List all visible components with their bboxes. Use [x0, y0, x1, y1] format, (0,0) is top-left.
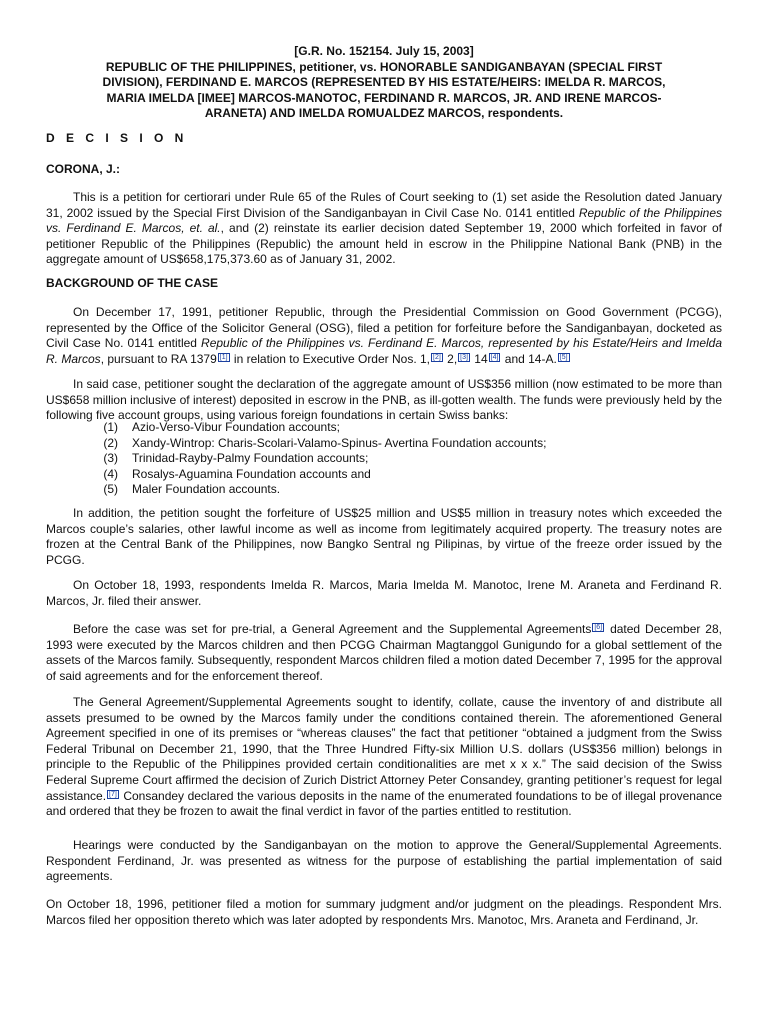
paragraph-2	[46, 305, 722, 367]
case-caption	[46, 44, 722, 122]
case-number: [G.R. No. 152154. July 15, 2003]	[294, 44, 474, 58]
list-item-text: Maler Foundation accounts.	[132, 482, 281, 497]
list-item-number: (4)	[103, 466, 118, 481]
p6-text-a: Before the case was set for pre-trial, a General Agreement and the Supplemental Agreements	[73, 622, 592, 636]
decision-heading: D E C I S I O N	[46, 131, 188, 145]
respondents-names: vs. HONORABLE SANDIGANBAYAN (SPECIAL FIRST DIVISION), FERDINAND E. MARCOS (REPRESENTED BY HIS ESTATE/HEIRS: IMELDA R. MARCOS, MARIA IMELDA [IMEE] MARCOS-MANOTOC, FERDINAND R. MARCOS, JR. AND IRENE MARCOS-ARANETA) AND IMELDA ROMUALDEZ MARCOS,	[102, 59, 666, 121]
p6-text-b: dated December 28, 1993 were executed by the Marcos children and then PCGG Chairman Magtanggol Gunigundo for a global settlement of the assets of the Marcos family. Subsequently, respondent Marcos children filed a motion dated December 7, 1995 for the approval of said agreements and for the enforcement thereof.	[46, 622, 722, 683]
paragraph-9: On October 18, 1996, petitioner filed a motion for summary judgment and/or judgment on the pleadings. Respondent Mrs. Marcos filed her opposition thereto which was later adopted by respondents Mrs. Manotoc, Mrs. Araneta and Ferdinand, Jr.	[46, 897, 722, 927]
case-parties	[46, 60, 722, 122]
list-item	[46, 420, 722, 436]
list-item-number: (1)	[103, 420, 118, 434]
ponente: CORONA, J.:	[46, 162, 121, 176]
p2-text-b: , pursuant to RA 1379	[100, 351, 217, 366]
list-item-text: Xandy-Wintrop: Charis-Scolari-Valamo-Spinus- Avertina Foundation accounts;	[132, 435, 547, 450]
p2-text-c: in relation to Executive Order Nos. 1,	[230, 351, 431, 366]
paragraph-6	[46, 622, 722, 684]
petitioner-role: petitioner,	[299, 59, 357, 74]
list-item	[46, 467, 722, 483]
footnote-link-2[interactable]: [2]	[433, 353, 441, 361]
list-item-number: (2)	[103, 435, 118, 450]
paragraph-7	[46, 695, 722, 820]
footnote-link-6[interactable]: [6]	[594, 624, 603, 631]
footnote-link-4[interactable]: [4]	[490, 353, 499, 361]
footnote-link-1[interactable]: [1]	[219, 353, 228, 361]
p7-text-a: The General Agreement/Supplemental Agreements sought to identify, collate, cause the inventory of and distribute all assets presumed to be owned by the Marcos family under the conditions contained therein. The aforementioned General Agreement specified in one of its premises or “whereas clauses” the fact that petitioner “obtained a judgment from the Swiss Federal Tribunal on December 21, 1990, that the Three Hundred Fifty-six Million U.S. dollars (US$356 million) belongs in principle to the Republic of the Philippines provided certain conditionalities are met x x x.” The said decision of the Swiss Federal Supreme Court affirmed the decision of Zurich District Attorney Peter Consandey, granting petitioner’s request for legal assistance.	[46, 695, 722, 803]
p1-text-b: , and (2) reinstate its earlier decision dated September 19, 2000 which forfeited in favor of petitioner Republic of the Philippines (Republic) the amount held in escrow in the Philippine National Bank (PNB) in the aggregate amount of US$658,175,373.60 as of January 31, 2002.	[46, 221, 722, 267]
paragraph-1	[46, 190, 722, 268]
paragraph-3: In said case, petitioner sought the declaration of the aggregate amount of US$356 million (now estimated to be more than US$658 million inclusive of interest) deposited in escrow in the PNB, as ill-gotten wealth. The funds were previously held by the following five account groups, using various foreign foundations in certain Swiss banks:	[46, 377, 722, 423]
footnote-link-3[interactable]: [3]	[460, 353, 468, 361]
list-item	[46, 482, 722, 498]
p1-text-a: This is a petition for certiorari under Rule 65 of the Rules of Court seeking to (1) set aside the Resolution dated January 31, 2002 issued by the Special First Division of the Sandiganbayan in Civil Case No. 0141 entitled	[46, 190, 722, 220]
p2-text-d: 2,	[443, 351, 458, 366]
footnote-link-7[interactable]: [7]	[109, 790, 117, 798]
list-item-text: Trinidad-Rayby-Palmy Foundation accounts;	[132, 451, 369, 466]
paragraph-5: On October 18, 1993, respondents Imelda R. Marcos, Maria Imelda M. Manotoc, Irene M. Araneta and Ferdinand R. Marcos, Jr. filed their answer.	[46, 578, 722, 608]
p2-text-f: and 14-A.	[501, 351, 557, 366]
paragraph-8: Hearings were conducted by the Sandiganbayan on the motion to approve the General/Supplemental Agreements. Respondent Ferdinand, Jr. was presented as witness for the purpose of establishing the partial implementation of said agreements.	[46, 838, 722, 884]
p7-text-b: Consandey declared the various deposits in the name of the enumerated foundations to be of illegal provenance and ordered that they be frozen to await the final verdict in favor of the parties entitled to restitution.	[46, 788, 722, 819]
respondents-role: respondents.	[487, 106, 564, 121]
list-item-text: Azio-Verso-Vibur Foundation accounts;	[132, 420, 340, 434]
petitioner-name: REPUBLIC OF THE PHILIPPINES,	[105, 59, 296, 74]
paragraph-4: In addition, the petition sought the forfeiture of US$25 million and US$5 million in treasury notes which exceeded the Marcos couple’s salaries, other lawful income as well as income from legitimately acquired property. The treasury notes are frozen at the Central Bank of the Philippines, now Bangko Sentral ng Pilipinas, by virtue of the freeze order issued by the PCGG.	[46, 506, 722, 567]
list-item-number: (5)	[103, 482, 118, 497]
list-item-number: (3)	[103, 451, 118, 466]
p1-case-title: Republic of the Philippines vs. Ferdinand E. Marcos, et. al.	[46, 205, 722, 236]
list-item	[46, 436, 722, 452]
p2-case-title: Republic of the Philippines vs. Ferdinand E. Marcos, represented by his Estate/Heirs and Imelda R. Marcos	[46, 336, 723, 366]
p2-text-a: On December 17, 1991, petitioner Republic, through the Presidential Commission on Good Government (PCGG), represented by the Office of the Solicitor General (OSG), filed a petition for forfeiture before the Sandiganbayan, docketed as Civil Case No. 0141 entitled	[46, 305, 722, 351]
list-item	[46, 451, 722, 467]
p2-text-e: 14	[470, 351, 488, 366]
account-groups-list	[46, 420, 722, 498]
list-item-text: Rosalys-Aguamina Foundation accounts and	[132, 466, 371, 481]
footnote-link-5[interactable]: [5]	[559, 353, 568, 361]
background-heading: BACKGROUND OF THE CASE	[46, 276, 219, 290]
